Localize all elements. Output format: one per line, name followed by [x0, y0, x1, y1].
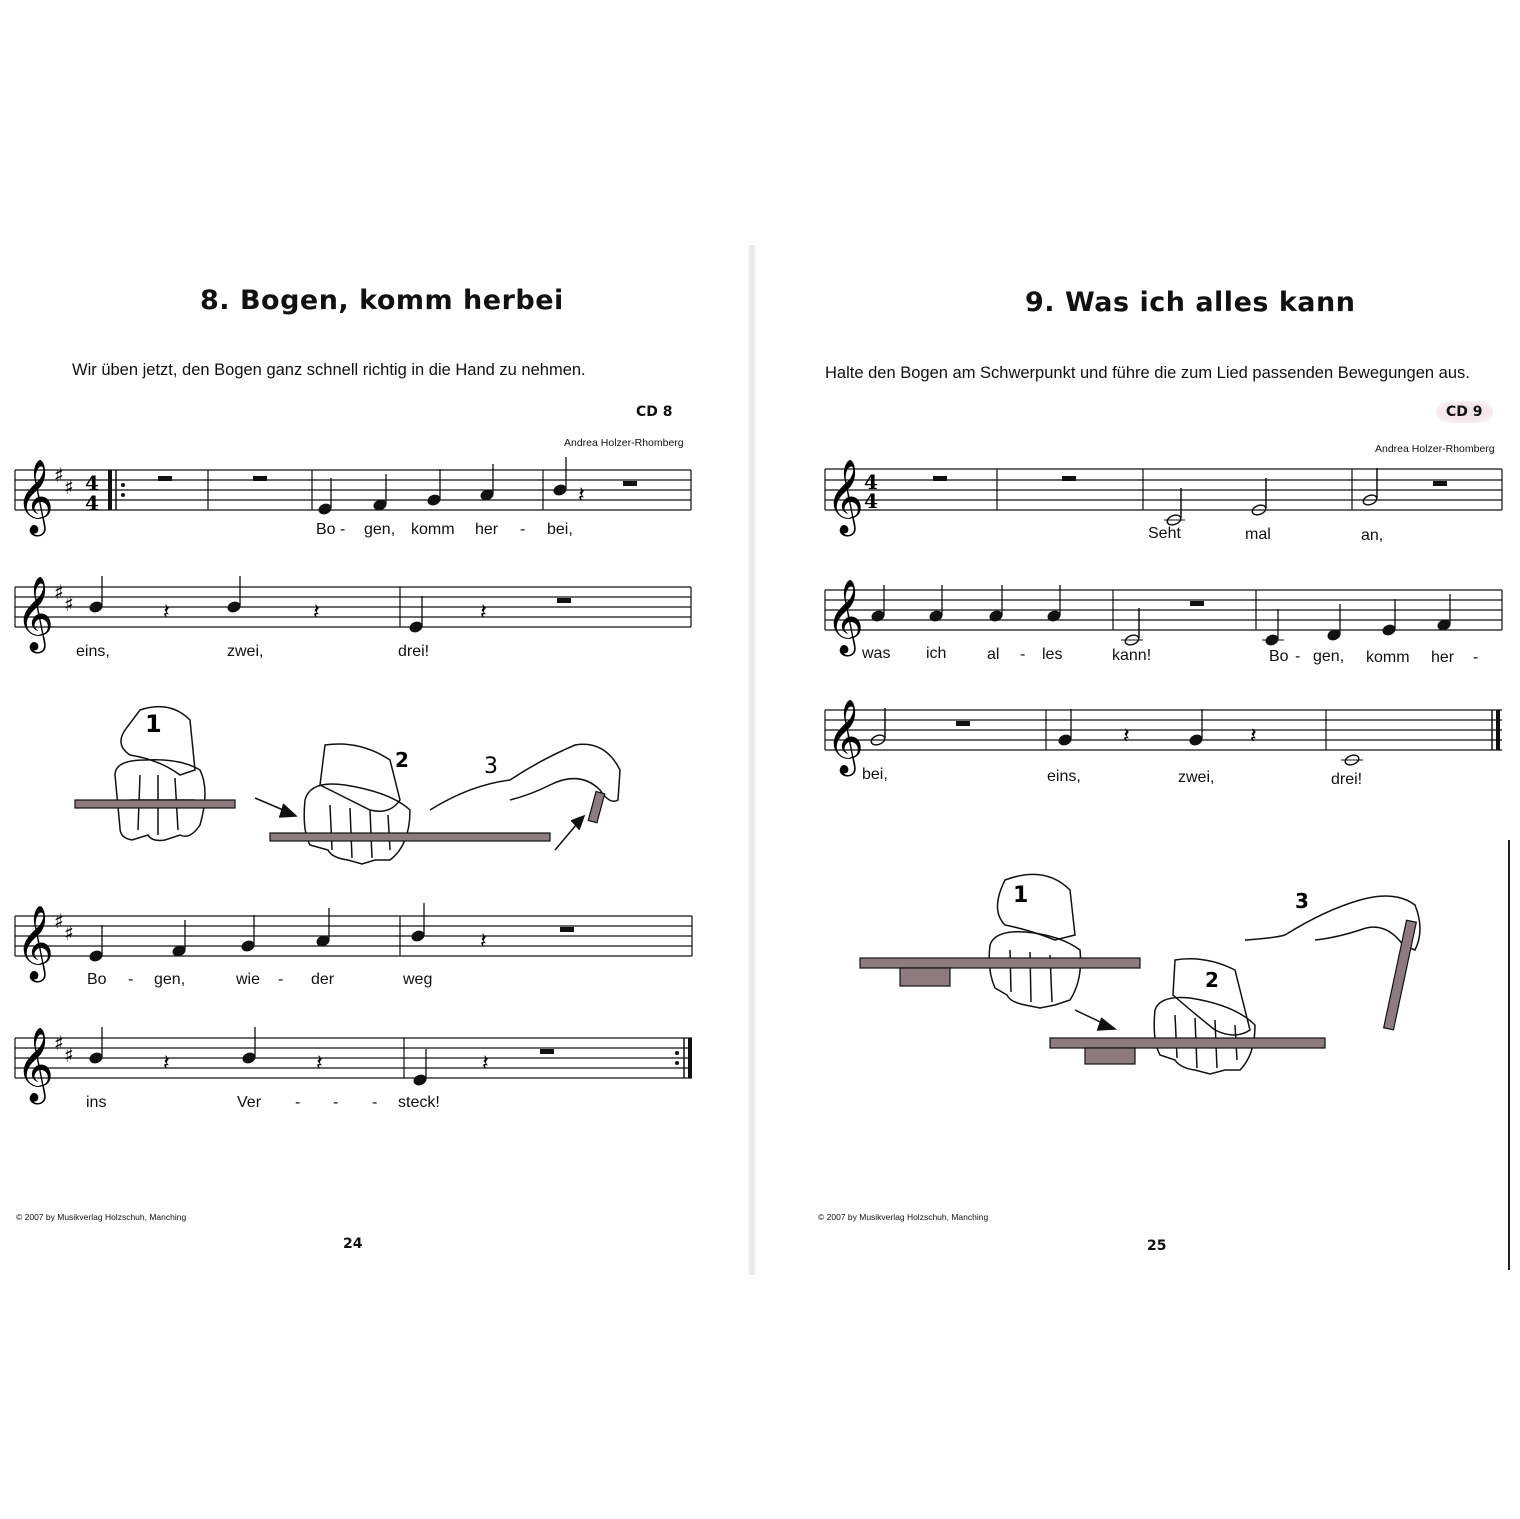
half-rest-icon — [1190, 601, 1204, 606]
lyric-syllable: bei, — [547, 521, 573, 538]
cd-track-badge: CD 8 — [636, 404, 673, 420]
treble-clef-icon: 𝄞 — [826, 580, 864, 654]
lyric-hyphen: - — [520, 521, 526, 538]
lyric-syllable: der — [311, 971, 335, 988]
lyric-syllable: eins, — [76, 643, 110, 660]
composer-credit: Andrea Holzer-Rhomberg — [564, 437, 684, 449]
lyric-syllable: weg — [403, 971, 433, 988]
lyric-syllable: an, — [1361, 527, 1384, 544]
lyric-hyphen: - — [128, 971, 134, 988]
sharp-icon: ♯ — [54, 909, 64, 933]
music-staff — [760, 440, 1510, 550]
treble-clef-icon: 𝄞 — [16, 577, 54, 651]
lyric-syllable: ins — [86, 1094, 107, 1111]
quarter-rest-icon: 𝄽 — [316, 1051, 323, 1076]
lyric-syllable: drei! — [1331, 771, 1363, 788]
half-rest-icon — [1433, 481, 1447, 486]
lyric-syllable: bei, — [862, 766, 888, 783]
svg-text:4: 4 — [864, 489, 878, 513]
cd-track-badge: CD 9 — [1436, 404, 1493, 420]
lyric-syllable: gen, — [154, 971, 186, 988]
music-staff — [0, 560, 700, 650]
intro-text: Halte den Bogen am Schwerpunkt und führe die zum Lied passenden Bewegungen aus. — [825, 364, 1470, 382]
treble-clef-icon: 𝄞 — [16, 906, 54, 980]
bow-hold-illustration — [70, 700, 630, 870]
svg-text:4: 4 — [864, 470, 878, 494]
lyric-syllable: Seht — [1148, 525, 1181, 542]
treble-clef-icon: 𝄞 — [16, 1028, 54, 1102]
lyric-hyphen: - — [1473, 649, 1479, 666]
quarter-rest-icon: 𝄽 — [480, 600, 487, 625]
page-title: 8. Bogen, komm herbei — [200, 285, 564, 316]
svg-text:3: 3 — [484, 754, 498, 779]
page-number: 25 — [1147, 1238, 1167, 1254]
lyric-hyphen: - — [1020, 646, 1026, 663]
quarter-rest-icon: 𝄽 — [480, 929, 487, 954]
lyric-syllable: gen, — [1313, 648, 1345, 665]
lyric-syllable: zwei, — [227, 643, 264, 660]
lyric-syllable: her — [475, 521, 499, 538]
lyric-hyphen: - — [372, 1094, 378, 1111]
lyric-syllable: zwei, — [1178, 769, 1215, 786]
lyric-syllable: ich — [926, 645, 947, 662]
quarter-rest-icon: 𝄽 — [578, 483, 585, 508]
sharp-icon: ♯ — [54, 580, 64, 604]
svg-text:1: 1 — [145, 710, 162, 738]
svg-text:2: 2 — [1205, 968, 1219, 992]
treble-clef-icon: 𝄞 — [826, 460, 864, 534]
whole-rest-icon — [933, 476, 947, 481]
quarter-rest-icon: 𝄽 — [313, 600, 320, 625]
right-page — [760, 0, 1520, 1519]
lyric-syllable: wie — [236, 971, 261, 988]
page-gutter — [748, 245, 756, 1275]
lyric-syllable: kann! — [1112, 647, 1152, 664]
lyric-hyphen: - — [1295, 648, 1301, 665]
whole-rest-icon — [253, 476, 267, 481]
lyric-syllable: mal — [1245, 526, 1271, 543]
quarter-rest-icon: 𝄽 — [1123, 724, 1130, 749]
lyric-syllable: komm — [411, 521, 455, 538]
copyright-notice: © 2007 by Musikverlag Holzschuh, Manching — [16, 1212, 187, 1222]
sharp-icon: ♯ — [64, 1043, 74, 1067]
sharp-icon: ♯ — [64, 921, 74, 945]
svg-text:4: 4 — [85, 491, 99, 515]
lyric-syllable: eins, — [1047, 768, 1081, 785]
half-rest-icon — [560, 927, 574, 932]
lyric-syllable: was — [862, 645, 891, 662]
svg-text:1: 1 — [1013, 883, 1029, 908]
lyric-syllable: Bo — [1269, 648, 1289, 665]
lyric-syllable: Bo — [87, 971, 107, 988]
music-staff — [0, 1012, 700, 1102]
bow-hold-illustration — [855, 860, 1455, 1080]
quarter-rest-icon: 𝄽 — [163, 600, 170, 625]
half-rest-icon — [623, 481, 637, 486]
svg-text:4: 4 — [85, 471, 99, 495]
lyric-hyphen: - — [278, 971, 284, 988]
treble-clef-icon: 𝄞 — [16, 460, 54, 534]
lyric-syllable: komm — [1366, 649, 1410, 666]
lyric-syllable: Ver — [237, 1094, 262, 1111]
quarter-rest-icon: 𝄽 — [482, 1051, 489, 1076]
svg-text:2: 2 — [395, 748, 409, 772]
half-rest-icon — [540, 1049, 554, 1054]
page-title: 9. Was ich alles kann — [1025, 287, 1356, 318]
sharp-icon: ♯ — [64, 592, 74, 616]
half-rest-icon — [956, 721, 970, 726]
whole-rest-icon — [1062, 476, 1076, 481]
sharp-icon: ♯ — [54, 463, 64, 487]
half-rest-icon — [557, 598, 571, 603]
sharp-icon: ♯ — [54, 1031, 64, 1055]
treble-clef-icon: 𝄞 — [826, 700, 864, 774]
music-staff — [0, 890, 700, 980]
intro-text: Wir üben jetzt, den Bogen ganz schnell richtig in die Hand zu nehmen. — [72, 361, 586, 379]
lyric-syllable: steck! — [398, 1094, 440, 1111]
copyright-notice: © 2007 by Musikverlag Holzschuh, Manching — [818, 1212, 989, 1222]
quarter-rest-icon: 𝄽 — [1250, 724, 1257, 749]
lyric-hyphen: - — [295, 1094, 301, 1111]
lyric-hyphen: - — [333, 1094, 339, 1111]
sharp-icon: ♯ — [64, 475, 74, 499]
lyric-syllable: her — [1431, 649, 1455, 666]
svg-text:3: 3 — [1295, 889, 1309, 913]
lyric-syllable: al — [987, 646, 1000, 663]
whole-rest-icon — [158, 476, 172, 481]
left-page — [0, 0, 745, 1519]
page-number: 24 — [343, 1236, 363, 1252]
lyric-syllable: Bo — [316, 521, 336, 538]
lyric-syllable: les — [1042, 646, 1063, 663]
lyric-syllable: gen, — [364, 521, 396, 538]
music-staff — [0, 440, 700, 534]
lyric-syllable: drei! — [398, 643, 430, 660]
composer-credit: Andrea Holzer-Rhomberg — [1375, 443, 1495, 455]
quarter-rest-icon: 𝄽 — [163, 1051, 170, 1076]
lyric-hyphen: - — [340, 521, 346, 538]
